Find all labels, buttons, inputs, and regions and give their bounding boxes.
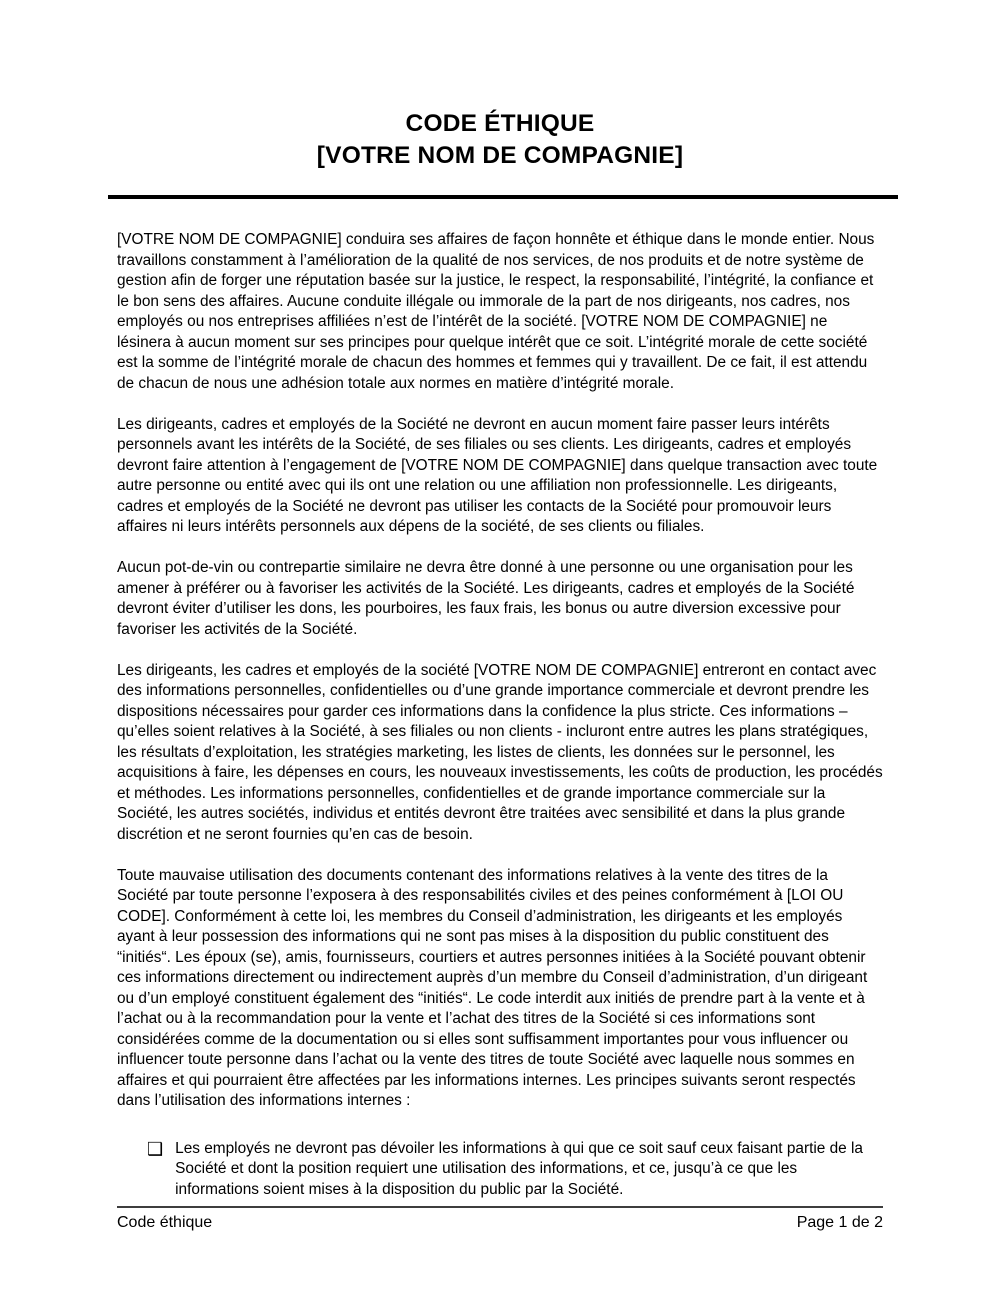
checkbox-icon: ❑ [147, 1138, 164, 1159]
paragraph: Aucun pot-de-vin ou contrepartie similaire ne devra être donné à une personne ou une organisation pour les amener à préférer ou à favoriser les activités de la Société. Les dirigeants, cadres et employés de la Société devront éviter d’utiliser les dons, les pourboires, les faux frais, les bonus ou autre diversion excessive pour favoriser les activités de la Société. [117, 559, 855, 638]
paragraph: Les dirigeants, cadres et employés de la Société ne devront en aucun moment faire passer leurs intérêts personnels avant les intérêts de la Société, de ses filiales ou ses clients. Les dirigeants, cadres et employés devront faire attention à l’engagement de [VOTRE NOM DE COMPAGNIE] dans quelque transaction avec toute autre personne ou entité avec qui ils ont une relation ou une affiliation non professionnelle. Les dirigeants, cadres et employés de la Société ne devront pas utiliser les contacts de la Société pour promouvoir leurs affaires ni leurs intérêts personnels aux dépens de la société, de ses clients ou filiales. [117, 415, 878, 535]
page-title [0, 0, 1000, 172]
footer-page-number: Page 1 de 2 [796, 1214, 883, 1231]
document-body [117, 230, 883, 1200]
checkbox-list-item [147, 1139, 883, 1201]
paragraph: Toute mauvaise utilisation des documents contenant des informations relatives à la vente des titres de la Société par toute personne l’exposera à des responsabilités civiles et des peines conformément à [LOI OU CODE]. Conformément à cette loi, les membres du Conseil d’administration, les dirigeants et les employés ayant à leur possession des informations qui ne sont pas mises à la disposition du public constituent des “initiés“. Les époux (se), amis, fournisseurs, courtiers et autres personnes initiées à la Société pouvant obtenir ces informations directement ou indirectement auprès d’un membre du Conseil d’administration, d’un dirigeant ou d’un employé constituent également des “initiés“. Le code interdit aux initiés de prendre part à la vente et à l’achat ou à la recommandation pour la vente et l’achat des titres de la Société si ces informations sont considérées comme de la documentation ou si elles sont suffisamment importantes pour vous influencer ou influencer toute personne dans l’achat ou la vente des titres de toute Société avec laquelle nous sommes en affaires et qui pourraient être affectées par les informations internes. Les principes suivants seront respectés dans l’utilisation des informations internes : [117, 866, 868, 1109]
paragraph: [VOTRE NOM DE COMPAGNIE] conduira ses affaires de façon honnête et éthique dans le monde entier. Nous travaillons constamment à l’amélioration de la qualité de nos services, de nos produits et de notre système de gestion afin de forger une réputation basée sur la justice, le respect, la responsabilité, l’intégrité, la confiance et le bon sens des affaires. Aucune conduite illégale ou immorale de la part de nos dirigeants, nos cadres, nos employés ou nos entreprises affiliées n’est de l’intérêt de la société. [VOTRE NOM DE COMPAGNIE] ne lésinera à aucun moment sur ses principes pour quelque intérêt que ce soit. L’intégrité morale de cette société est la somme de l’intégrité morale de chacun des hommes et femmes qui y travaillent. De ce fait, il est attendu de chacun de nous une adhésion totale aux normes en matière d’intégrité morale. [117, 231, 875, 392]
footer [117, 1206, 883, 1233]
paragraph: Les dirigeants, les cadres et employés de la société [VOTRE NOM DE COMPAGNIE] entreront en contact avec des informations personnelles, confidentielles ou d’une grande importance commerciale et devront prendre les dispositions nécessaires pour garder ces informations dans la confidence la plus stricte. Ces informations – qu’elles soient relatives à la Société, à ses filiales ou non clients - incluront entre autres les plans stratégiques, les résultats d’exploitation, les stratégies marketing, les listes de clients, les données sur le personnel, les acquisitions à faire, les dépenses en cours, les nouveaux investissements, les coûts de production, les procédés et méthodes. Les informations personnelles, confidentielles et de grande importance commerciale sur la Société, les autres sociétés, individus et entités devront être traitées avec sensibilité et dans la plus grande discrétion et ne seront fournies qu’en cas de besoin. [117, 661, 883, 843]
title-divider-rule [108, 195, 898, 199]
footer-document-title: Code éthique [117, 1214, 213, 1231]
page-title-line-2: [VOTRE NOM DE COMPAGNIE] [316, 142, 684, 169]
checkbox-item-text: Les employés ne devront pas dévoiler les informations à qui que ce soit sauf ceux faisant partie de la Société et dont la position requiert une utilisation des informations, et ce, jusqu’à ce que les informations soient mises à la disposition du public par la Société. [175, 1139, 863, 1198]
page-title-line-1: CODE ÉTHIQUE [405, 110, 595, 137]
